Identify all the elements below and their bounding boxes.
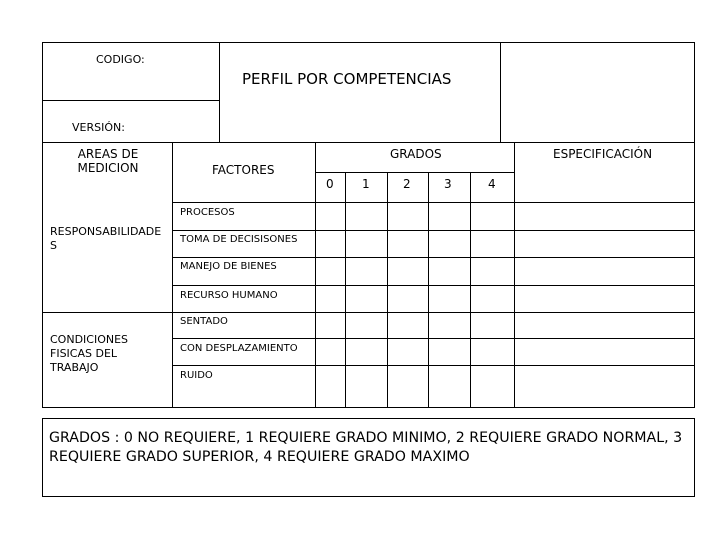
row-line-6 [172, 365, 695, 366]
factor-con-desplazamiento: CON DESPLAZAMIENTO [180, 343, 298, 354]
grade-3: 3 [444, 177, 452, 191]
row-line-3 [172, 285, 695, 286]
grados-note: GRADOS : 0 NO REQUIERE, 1 REQUIERE GRADO MINIMO, 2 REQUIERE GRADO NORMAL, 3 REQUIERE GRADO SUPERIOR, 4 REQUIERE GRADO MAXIMO [49, 430, 683, 465]
header-bottom [42, 142, 695, 143]
factor-manejo-bienes: MANEJO DE BIENES [180, 261, 277, 272]
header-divider-left [42, 100, 219, 101]
factor-ruido: RUIDO [180, 370, 213, 381]
border-left [42, 42, 43, 408]
header-divider-v2 [500, 42, 501, 142]
row-line-5 [172, 338, 695, 339]
row-line-2 [172, 257, 695, 258]
header-divider-v1 [219, 42, 220, 142]
row-line-1 [172, 230, 695, 231]
table-bottom [42, 407, 695, 408]
col-header-especificacion: ESPECIFICACIÓN [553, 147, 653, 161]
factor-sentado: SENTADO [180, 316, 228, 327]
factor-toma-decisiones: TOMA DE DECISISONES [180, 234, 298, 245]
area-condiciones-fisicas: CONDICIONES FISICAS DEL TRABAJO [50, 333, 129, 374]
factor-procesos: PROCESOS [180, 207, 235, 218]
header-row-bottom [172, 202, 695, 203]
page-title: PERFIL POR COMPETENCIAS [242, 70, 452, 88]
col-header-grados: GRADOS [390, 147, 442, 161]
grados-note-box [42, 418, 695, 497]
grade-1: 1 [362, 177, 370, 191]
grade-divider-4 [470, 172, 471, 408]
codigo-label: CODIGO: [96, 53, 145, 66]
col-divider-factores [315, 142, 316, 408]
col-divider-areas [172, 142, 173, 408]
grade-divider-2 [387, 172, 388, 408]
grade-2: 2 [403, 177, 411, 191]
area-responsabilidades: RESPONSABILIDADES [50, 225, 162, 252]
col-header-factores: FACTORES [212, 163, 275, 177]
factor-recurso-humano: RECURSO HUMANO [180, 290, 278, 301]
grade-4: 4 [488, 177, 496, 191]
col-header-areas: AREAS DE MEDICION [77, 147, 139, 175]
grade-divider-3 [428, 172, 429, 408]
border-top [42, 42, 695, 43]
group-divider [42, 312, 695, 313]
col-divider-especificacion [514, 142, 515, 408]
border-right [694, 42, 695, 408]
version-label: VERSIÓN: [72, 121, 125, 134]
grade-0: 0 [326, 177, 334, 191]
grade-divider-1 [345, 172, 346, 408]
